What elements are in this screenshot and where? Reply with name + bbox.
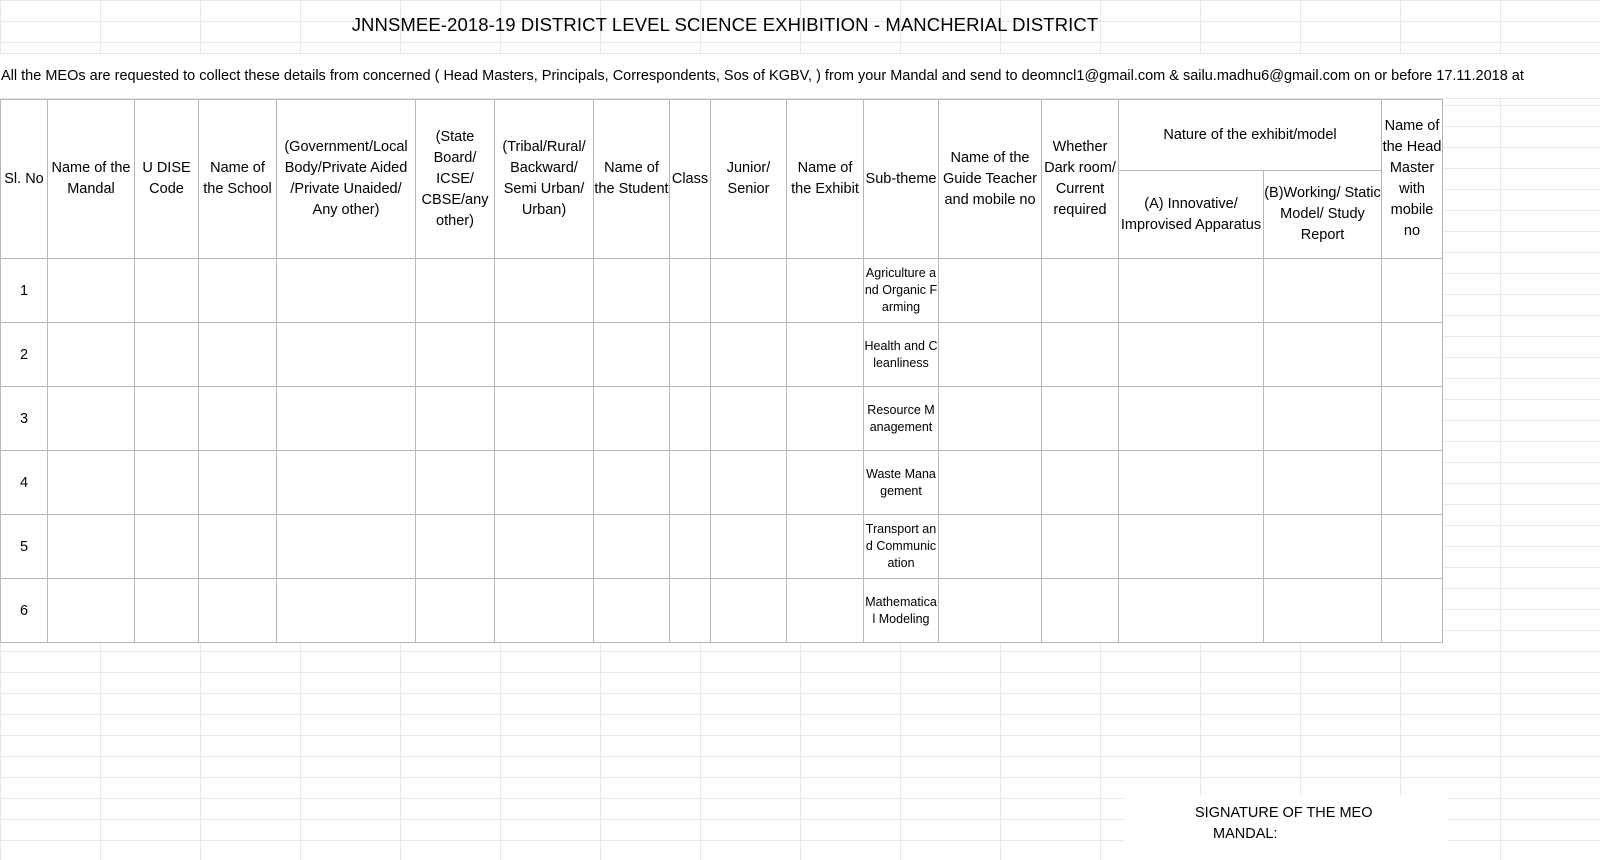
- cell-empty[interactable]: [135, 451, 199, 515]
- cell-empty[interactable]: [939, 451, 1042, 515]
- cell-empty[interactable]: [787, 323, 864, 387]
- cell-empty[interactable]: [711, 515, 787, 579]
- cell-empty[interactable]: [1042, 387, 1119, 451]
- cell-empty[interactable]: [1264, 259, 1382, 323]
- signature-line: SIGNATURE OF THE MEO: [1195, 805, 1373, 821]
- cell-empty[interactable]: [670, 515, 711, 579]
- cell-empty[interactable]: [711, 323, 787, 387]
- cell-empty[interactable]: [711, 259, 787, 323]
- cell-empty[interactable]: [199, 579, 277, 643]
- cell-empty[interactable]: [135, 515, 199, 579]
- cell-subtheme[interactable]: Resource Management: [864, 387, 939, 451]
- cell-empty[interactable]: [1382, 323, 1443, 387]
- header-guide-teacher: Name of the Guide Teacher and mobile no: [939, 100, 1042, 259]
- cell-empty[interactable]: [670, 323, 711, 387]
- cell-empty[interactable]: [711, 387, 787, 451]
- cell-empty[interactable]: [1042, 323, 1119, 387]
- cell-empty[interactable]: [1382, 515, 1443, 579]
- cell-empty[interactable]: [416, 387, 495, 451]
- cell-empty[interactable]: [711, 579, 787, 643]
- signature-mandal: MANDAL:: [1213, 826, 1278, 842]
- header-nature-of-exhibit: Nature of the exhibit/model: [1119, 100, 1382, 171]
- cell-sl-no[interactable]: 5: [1, 515, 48, 579]
- header-management: (Government/Local Body/Private Aided /Private Unaided/ Any other): [277, 100, 416, 259]
- header-exhibit: Name of the Exhibit: [787, 100, 864, 259]
- cell-sl-no[interactable]: 2: [1, 323, 48, 387]
- header-class: Class: [670, 100, 711, 259]
- header-sl-no: Sl. No: [1, 100, 48, 259]
- cell-empty[interactable]: [1264, 323, 1382, 387]
- cell-empty[interactable]: [594, 515, 670, 579]
- exhibition-details-table: [0, 99, 1443, 643]
- cell-empty[interactable]: [416, 579, 495, 643]
- cell-empty[interactable]: [1382, 579, 1443, 643]
- cell-empty[interactable]: [416, 259, 495, 323]
- cell-empty[interactable]: [48, 387, 135, 451]
- header-student: Name of the Student: [594, 100, 670, 259]
- cell-empty[interactable]: [48, 259, 135, 323]
- cell-empty[interactable]: [1382, 451, 1443, 515]
- cell-empty[interactable]: [495, 259, 594, 323]
- cell-empty[interactable]: [787, 259, 864, 323]
- cell-empty[interactable]: [495, 579, 594, 643]
- cell-empty[interactable]: [1119, 579, 1264, 643]
- cell-empty[interactable]: [1119, 451, 1264, 515]
- header-udise-code: U DISE Code: [135, 100, 199, 259]
- cell-empty[interactable]: [1119, 259, 1264, 323]
- cell-empty[interactable]: [277, 259, 416, 323]
- cell-empty[interactable]: [787, 515, 864, 579]
- cell-empty[interactable]: [594, 259, 670, 323]
- cell-empty[interactable]: [1042, 515, 1119, 579]
- cell-empty[interactable]: [1264, 515, 1382, 579]
- cell-empty[interactable]: [48, 579, 135, 643]
- cell-empty[interactable]: [787, 387, 864, 451]
- cell-empty[interactable]: [939, 515, 1042, 579]
- cell-empty[interactable]: [939, 259, 1042, 323]
- cell-empty[interactable]: [670, 451, 711, 515]
- cell-subtheme[interactable]: Agriculture and Organic Farming: [864, 259, 939, 323]
- cell-empty[interactable]: [199, 387, 277, 451]
- header-school: Name of the School: [199, 100, 277, 259]
- table-row: [1, 579, 1443, 643]
- cell-empty[interactable]: [135, 259, 199, 323]
- signature-block: [1195, 803, 1373, 845]
- header-head-master: Name of the Head Master with mobile no: [1382, 100, 1443, 259]
- cell-empty[interactable]: [416, 323, 495, 387]
- cell-subtheme[interactable]: Waste Management: [864, 451, 939, 515]
- cell-empty[interactable]: [939, 579, 1042, 643]
- cell-empty[interactable]: [787, 451, 864, 515]
- cell-empty[interactable]: [495, 515, 594, 579]
- cell-empty[interactable]: [787, 579, 864, 643]
- cell-empty[interactable]: [277, 323, 416, 387]
- cell-empty[interactable]: [416, 451, 495, 515]
- cell-empty[interactable]: [1042, 259, 1119, 323]
- sheet-title: JNNSMEE-2018-19 DISTRICT LEVEL SCIENCE EXHIBITION - MANCHERIAL DISTRICT: [351, 14, 1099, 35]
- cell-empty[interactable]: [277, 515, 416, 579]
- notice-text: All the MEOs are requested to collect these details from concerned ( Head Masters, Principals, Correspondents, Sos of KGBV, ) from your Mandal and send to deomncl1@gmail.com & sailu.madhu6@gmail.com on or before 17.11.2018 at: [1, 68, 1524, 84]
- cell-sl-no[interactable]: 6: [1, 579, 48, 643]
- cell-empty[interactable]: [199, 515, 277, 579]
- cell-empty[interactable]: [594, 323, 670, 387]
- header-nature-b: (B)Working/ Static Model/ Study Report: [1264, 171, 1382, 259]
- cell-empty[interactable]: [495, 451, 594, 515]
- cell-empty[interactable]: [670, 259, 711, 323]
- cell-empty[interactable]: [594, 451, 670, 515]
- cell-empty[interactable]: [48, 323, 135, 387]
- cell-empty[interactable]: [199, 259, 277, 323]
- cell-empty[interactable]: [670, 579, 711, 643]
- cell-empty[interactable]: [277, 451, 416, 515]
- header-mandal: Name of the Mandal: [48, 100, 135, 259]
- header-board: (State Board/ ICSE/ CBSE/any other): [416, 100, 495, 259]
- cell-empty[interactable]: [1119, 323, 1264, 387]
- cell-empty[interactable]: [277, 579, 416, 643]
- cell-sl-no[interactable]: 4: [1, 451, 48, 515]
- cell-empty[interactable]: [277, 387, 416, 451]
- cell-empty[interactable]: [495, 323, 594, 387]
- cell-empty[interactable]: [1264, 579, 1382, 643]
- cell-subtheme[interactable]: Health and Cleanliness: [864, 323, 939, 387]
- cell-empty[interactable]: [416, 515, 495, 579]
- cell-sl-no[interactable]: 3: [1, 387, 48, 451]
- cell-empty[interactable]: [711, 451, 787, 515]
- cell-empty[interactable]: [939, 323, 1042, 387]
- cell-empty[interactable]: [1264, 387, 1382, 451]
- cell-empty[interactable]: [939, 387, 1042, 451]
- header-nature-a: (A) Innovative/ Improvised Apparatus: [1119, 171, 1264, 259]
- header-junior-senior: Junior/ Senior: [711, 100, 787, 259]
- cell-empty[interactable]: [670, 387, 711, 451]
- table-row: [1, 259, 1443, 323]
- header-dark-room: Whether Dark room/ Current required: [1042, 100, 1119, 259]
- cell-empty[interactable]: [495, 387, 594, 451]
- table-body: [1, 259, 1443, 643]
- table-row: [1, 387, 1443, 451]
- table-row: [1, 451, 1443, 515]
- cell-empty[interactable]: [135, 387, 199, 451]
- cell-empty[interactable]: [199, 323, 277, 387]
- cell-empty[interactable]: [1042, 451, 1119, 515]
- cell-empty[interactable]: [594, 387, 670, 451]
- cell-subtheme[interactable]: Mathematical Modeling: [864, 579, 939, 643]
- cell-empty[interactable]: [1382, 387, 1443, 451]
- table-row: [1, 323, 1443, 387]
- cell-subtheme[interactable]: Transport and Communication: [864, 515, 939, 579]
- cell-empty[interactable]: [135, 579, 199, 643]
- cell-empty[interactable]: [1119, 387, 1264, 451]
- header-area: (Tribal/Rural/ Backward/ Semi Urban/ Urban): [495, 100, 594, 259]
- header-subtheme: Sub-theme: [864, 100, 939, 259]
- cell-empty[interactable]: [1382, 259, 1443, 323]
- cell-empty[interactable]: [1264, 451, 1382, 515]
- cell-sl-no[interactable]: 1: [1, 259, 48, 323]
- cell-empty[interactable]: [135, 323, 199, 387]
- cell-empty[interactable]: [1119, 515, 1264, 579]
- cell-empty[interactable]: [1042, 579, 1119, 643]
- cell-empty[interactable]: [199, 451, 277, 515]
- cell-empty[interactable]: [594, 579, 670, 643]
- table-row: [1, 515, 1443, 579]
- cell-empty[interactable]: [48, 515, 135, 579]
- cell-empty[interactable]: [48, 451, 135, 515]
